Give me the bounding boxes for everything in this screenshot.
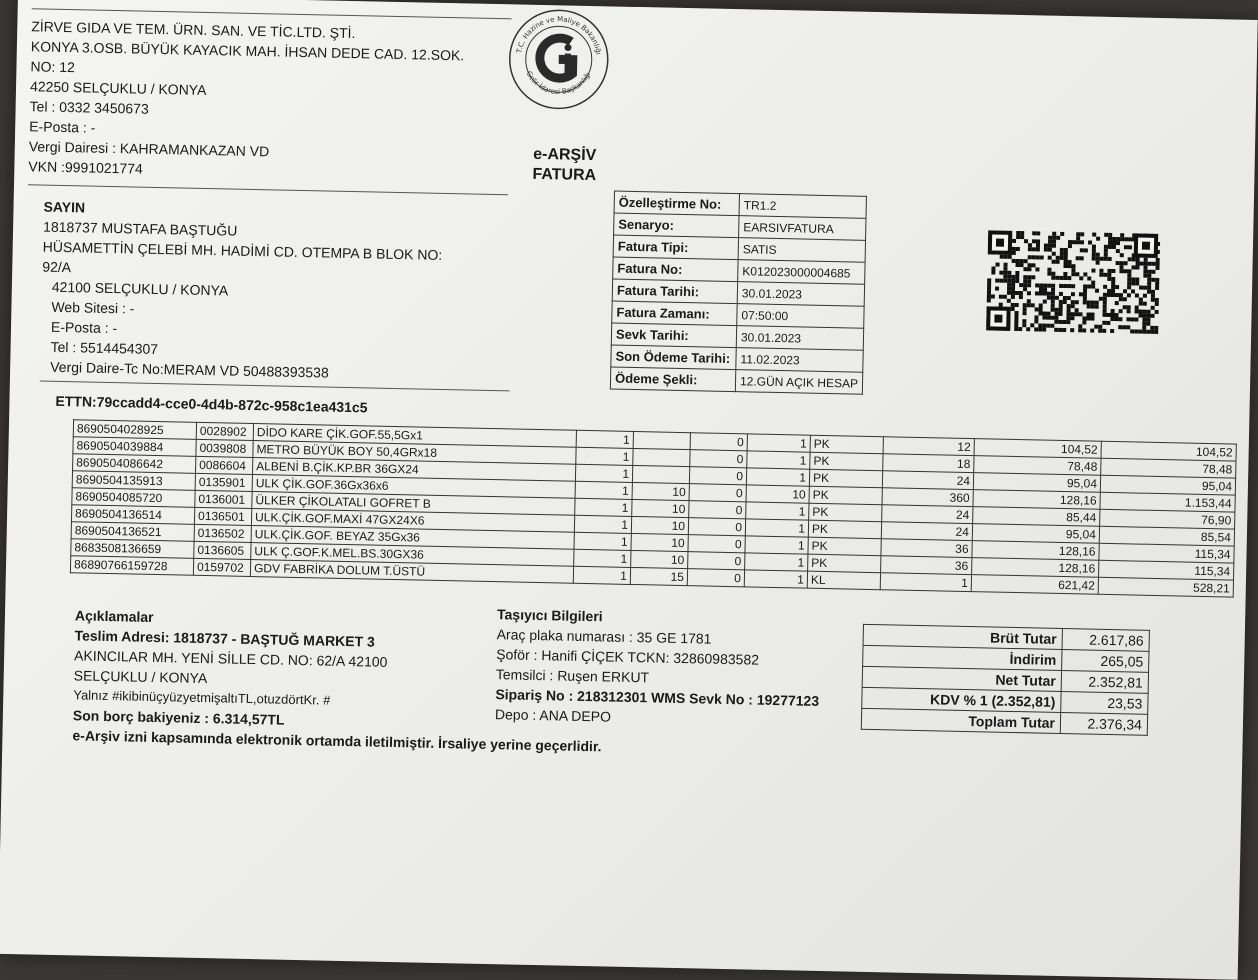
item-price: 85,44 [973,507,1100,527]
item-code: 0028902 [196,422,253,440]
item-qty: 1 [575,498,632,516]
item-code: 0039808 [196,439,253,457]
item-price: 128,16 [972,558,1099,578]
item-unit: PK [809,469,882,488]
item-total: 115,34 [1099,543,1234,563]
item-unit: PK [810,435,883,454]
item-package-qty: 1 [746,502,809,520]
item-name: METRO BÜYÜK BOY 50,4GRx18 [253,441,576,465]
notes-delivery-2: AKINCILAR MH. YENİ SİLLE CD. NO: 62/A 42100 [73,647,388,670]
meta-value: EARSIVFATURA [739,216,866,241]
item-code: 0136605 [194,541,251,559]
item-total: 104,52 [1101,441,1236,461]
document-title-line2: FATURA [532,165,597,185]
item-barcode: 8690504028925 [73,420,196,440]
item-qty: 1 [574,549,631,567]
buyer-name: 1818737 MUSTAFA BAŞTUĞU [42,218,238,239]
item-name: ULK.ÇİK.GOF.MAXİ 47GX24X6 [251,509,574,533]
seller-address: KONYA 3.OSB. BÜYÜK KAYACIK MAH. İHSAN DEDE CAD. 12.SOK. [30,38,465,64]
item-barcode: 86890766159728 [70,556,193,576]
item-extra: 0 [688,552,745,570]
seller-email: E-Posta : - [29,118,96,136]
item-price: 95,04 [972,524,1099,544]
meta-value: 11.02.2023 [736,348,863,373]
item-package-qty: 10 [746,485,809,503]
qr-code-icon [986,230,1158,334]
seller-phone: Tel : 0332 3450673 [29,98,149,117]
item-package-qty: 1 [746,468,809,486]
buyer-label: SAYIN [43,198,86,216]
notes-delivery-3: SELÇUKLU / KONYA [73,667,208,687]
item-total: 528,21 [1098,577,1233,597]
meta-row [610,367,862,394]
divider [28,184,508,195]
item-code: 0136501 [194,507,251,525]
seller-city: 42250 SELÇUKLU / KONYA [29,78,207,98]
item-count: 1 [880,573,971,592]
item-extra: 0 [689,467,746,485]
item-extra: 0 [687,569,744,587]
items-table [70,419,1237,597]
buyer-email: E-Posta : - [50,318,118,337]
item-name: ULK ÇİK.GOF.36Gx36x6 [252,475,575,499]
gib-seal-icon [506,6,612,112]
totals-value: 2.352,81 [1061,671,1148,694]
item-qty: 1 [576,430,633,448]
item-price: 78,48 [974,456,1101,476]
item-code: 0086604 [196,456,253,474]
seller-block [28,16,465,185]
item-count: 24 [881,522,972,541]
item-package-qty: 1 [747,451,810,469]
item-count: 360 [882,488,973,507]
item-code: 0136001 [195,490,252,508]
item-price: 104,52 [974,439,1101,459]
item-extra: 0 [690,450,747,468]
buyer-web: Web Sitesi : - [51,298,135,317]
item-qty: 1 [576,447,633,465]
item-barcode: 8690504039884 [73,437,196,457]
document-title-line1: e-ARŞİV [533,145,597,165]
item-barcode: 8690504086642 [73,454,196,474]
carrier-title: Taşıyıcı Bilgileri [496,606,603,625]
item-count: 12 [883,437,974,456]
item-unit: PK [808,554,881,573]
buyer-tax: Vergi Daire-Tc No:MERAM VD 50488393538 [50,358,329,381]
item-discount: 15 [630,567,687,585]
item-qty: 1 [575,464,632,482]
seller-address-2: NO: 12 [30,58,76,76]
item-barcode: 8690504136514 [71,505,194,525]
item-unit: PK [809,503,882,522]
item-discount: 10 [631,550,688,568]
item-unit: PK [808,520,881,539]
item-count: 18 [883,454,974,473]
seller-vkn: VKN :9991021774 [28,158,143,177]
item-extra: 0 [689,501,746,519]
item-count: 24 [882,505,973,524]
item-total: 1.153,44 [1100,492,1235,512]
totals-value: 23,53 [1061,691,1148,714]
item-name: ULK.ÇİK.GOF. BEYAZ 35Gx36 [251,526,574,550]
item-package-qty: 1 [745,536,808,554]
item-name: ALBENİ B.ÇİK.KP.BR 36GX24 [252,458,575,482]
item-extra: 0 [688,535,745,553]
carrier-depot: Depo : ANA DEPO [494,706,612,725]
item-extra: 0 [690,433,747,451]
totals-value: 2.617,86 [1062,629,1149,652]
item-extra: 0 [688,518,745,536]
item-total: 95,04 [1100,475,1235,495]
item-discount [632,465,689,483]
totals-value: 265,05 [1062,650,1149,673]
totals-key: Net Tutar [862,666,1061,691]
item-unit: KL [807,571,880,590]
carrier-order: Sipariş No : 218312301 WMS Sevk No : 19277123 [495,686,820,709]
meta-key: Fatura No: [613,257,738,282]
item-code: 0136502 [194,524,251,542]
buyer-address: HÜSAMETTİN ÇELEBİ MH. HADİMİ CD. OTEMPA B BLOK NO: [42,238,443,263]
item-count: 36 [881,539,972,558]
item-qty: 1 [574,515,631,533]
item-total: 115,34 [1099,560,1234,580]
item-price: 128,16 [973,490,1100,510]
totals-key: Toplam Tutar [861,708,1060,733]
meta-key: Fatura Tarihi: [612,279,737,304]
meta-key: Senaryo: [614,213,739,238]
totals-key: İndirim [863,645,1062,670]
item-total: 78,48 [1101,458,1236,478]
item-name: ULK Ç.GOF.K.MEL.BS.30GX36 [251,543,574,567]
item-package-qty: 1 [747,434,810,452]
notes-delivery-text: Teslim Adresi: 1818737 - BAŞTUĞ MARKET 3 [74,627,375,650]
totals-table [861,624,1150,736]
meta-value: 07:50:00 [737,304,864,329]
notes-title: Açıklamalar [74,607,154,625]
totals-key: KDV % 1 (2.352,81) [862,687,1061,712]
meta-value: K012023000004685 [738,260,865,285]
carrier-driver: Şoför : Hanifi ÇİÇEK TCKN: 32860983582 [496,646,760,668]
item-name: ÜLKER ÇİKOLATALI GOFRET B [252,492,575,516]
item-price: 128,16 [972,541,1099,561]
meta-key: Son Ödeme Tarihi: [611,345,736,370]
item-name: GDV FABRİKA DOLUM T.ÜSTÜ [250,559,573,583]
notes-balance: Son borç bakiyeniz : 6.314,57TL [72,707,285,728]
item-package-qty: 1 [744,570,807,588]
carrier-block [495,604,821,731]
item-barcode: 8683508136659 [71,539,194,559]
item-price: 621,42 [971,575,1098,595]
invoice-meta-table [610,191,867,395]
item-package-qty: 1 [745,553,808,571]
notes-footer: e-Arşiv izni kapsamında elektronik ortamda iletilmiştir. İrsaliye yerine geçerlidir. [72,727,602,755]
item-name: DİDO KARE ÇİK.GOF.55,5Gx1 [253,424,576,448]
item-qty: 1 [574,532,631,550]
item-unit: PK [810,452,883,471]
notes-in-words: Yalnız #ikibinüçyüzyetmişaltıTL,otuzdörtKr. # [73,687,331,708]
item-discount [633,448,690,466]
totals-value: 2.376,34 [1060,712,1147,735]
document-title [519,145,610,187]
totals-key: Brüt Tutar [863,624,1062,649]
item-code: 0135901 [195,473,252,491]
item-discount: 10 [632,482,689,500]
meta-key: Özelleştirme No: [614,191,739,216]
meta-key: Fatura Zamanı: [612,301,737,326]
seal-arc-bottom: Gelir İdaresi Başkanlığı [524,69,593,97]
buyer-block [40,197,443,385]
meta-key: Ödeme Şekli: [610,367,735,392]
meta-value: SATIS [738,238,865,263]
item-package-qty: 1 [745,519,808,537]
meta-key: Fatura Tipi: [613,235,738,260]
item-extra: 0 [689,484,746,502]
item-unit: PK [808,537,881,556]
seller-tax-office: Vergi Dairesi : KAHRAMANKAZAN VD [28,138,270,160]
item-barcode: 8690504135913 [72,471,195,491]
meta-value: 30.01.2023 [737,282,864,307]
item-barcode: 8690504085720 [72,488,195,508]
item-price: 95,04 [973,473,1100,493]
item-qty: 1 [575,481,632,499]
buyer-address-2: 92/A [42,258,72,276]
item-discount [633,431,690,449]
item-code: 0159702 [193,558,250,576]
item-qty: 1 [573,566,630,584]
item-total: 76,90 [1100,509,1235,529]
seal-arc-top: T.C. Hazine ve Maliye Bakanlığı [515,15,603,56]
item-count: 36 [881,556,972,575]
meta-value: TR1.2 [739,194,866,219]
item-count: 24 [882,471,973,490]
item-total: 85,54 [1099,526,1234,546]
carrier-rep: Temsilci : Ruşen ERKUT [495,666,650,686]
buyer-phone: Tel : 5514454307 [50,338,159,358]
meta-key: Sevk Tarihi: [611,323,736,348]
carrier-plate: Araç plaka numarası : 35 GE 1781 [496,626,712,647]
item-barcode: 8690504136521 [71,522,194,542]
buyer-city: 42100 SELÇUKLU / KONYA [51,278,229,299]
item-discount: 10 [631,533,688,551]
seller-name: ZİRVE GIDA VE TEM. ÜRN. SAN. VE TİC.LTD. ŞTİ. [31,18,356,42]
item-discount: 10 [631,516,688,534]
meta-value: 12.GÜN AÇIK HESAP [735,370,862,395]
item-unit: PK [809,486,882,505]
item-discount: 10 [632,499,689,517]
meta-value: 30.01.2023 [736,326,863,351]
ettn: ETTN:79ccadd4-cce0-4d4b-872c-958c1ea431c5 [55,392,368,416]
